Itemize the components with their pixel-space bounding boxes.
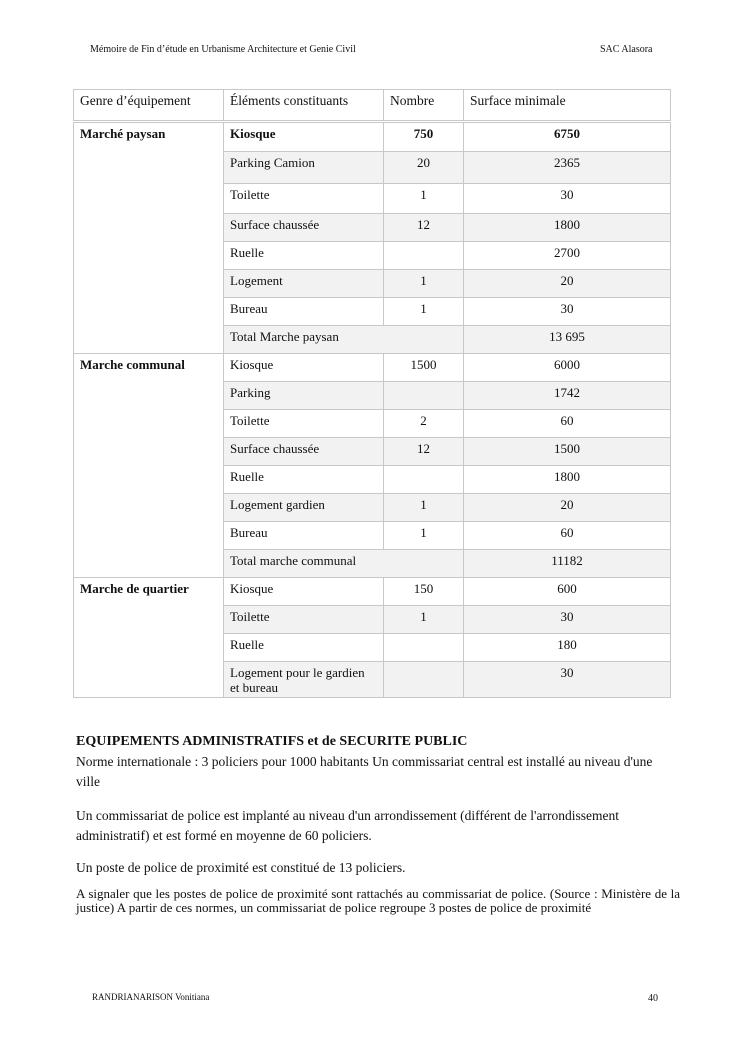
cell-element: Logement gardien: [224, 494, 384, 522]
column-header-elements: Éléments constituants: [224, 90, 384, 122]
cell-element: Kiosque: [224, 578, 384, 606]
cell-nombre: 1: [384, 606, 464, 634]
cell-element: Bureau: [224, 298, 384, 326]
cell-element: Kiosque: [224, 122, 384, 152]
cell-nombre: [384, 382, 464, 410]
footer-author: RANDRIANARISON Vonitiana: [92, 992, 210, 1002]
cell-nombre: 1500: [384, 354, 464, 382]
cell-nombre: 1: [384, 270, 464, 298]
cell-element: Ruelle: [224, 466, 384, 494]
cell-surface: 6750: [464, 122, 671, 152]
column-header-surface: Surface minimale: [464, 90, 671, 122]
equipment-table: [73, 89, 671, 698]
cell-nombre: 1: [384, 298, 464, 326]
cell-surface: 60: [464, 522, 671, 550]
cell-surface: 1800: [464, 466, 671, 494]
cell-nombre: [384, 634, 464, 662]
cell-surface: 1500: [464, 438, 671, 466]
cell-element: Toilette: [224, 410, 384, 438]
cell-surface: 1742: [464, 382, 671, 410]
page-header-title: Mémoire de Fin d’étude en Urbanisme Architecture et Genie Civil: [90, 44, 356, 55]
table-row: [74, 578, 671, 606]
cell-nombre: 1: [384, 494, 464, 522]
column-header-genre: Genre d’équipement: [74, 90, 224, 122]
cell-element: Ruelle: [224, 634, 384, 662]
cell-surface: 30: [464, 662, 671, 698]
cell-element: Logement: [224, 270, 384, 298]
table-header-row: [74, 90, 671, 122]
total-label: Total Marche paysan: [224, 326, 464, 354]
cell-nombre: 1: [384, 184, 464, 214]
cell-nombre: 12: [384, 438, 464, 466]
cell-element: Kiosque: [224, 354, 384, 382]
cell-nombre: [384, 662, 464, 698]
cell-nombre: 1: [384, 522, 464, 550]
cell-surface: 30: [464, 298, 671, 326]
cell-nombre: [384, 466, 464, 494]
cell-nombre: 150: [384, 578, 464, 606]
group-genre-marche-paysan: Marché paysan: [74, 122, 224, 354]
cell-surface: 30: [464, 606, 671, 634]
paragraph-norme: Norme internationale : 3 policiers pour 1000 habitants Un commissariat central est installé au niveau d'une ville: [76, 754, 653, 789]
group-genre-marche-communal: Marche communal: [74, 354, 224, 578]
column-header-nombre: Nombre: [384, 90, 464, 122]
page-header-site: SAC Alasora: [600, 44, 653, 55]
cell-nombre: 750: [384, 122, 464, 152]
page-number: 40: [648, 993, 658, 1004]
table-row: [74, 122, 671, 152]
cell-nombre: 12: [384, 214, 464, 242]
cell-element: Surface chaussée: [224, 438, 384, 466]
paragraph-signaler: A signaler que les postes de police de proximité sont rattachés au commissariat de police. (Source : Ministère de la justice) A partir de ces normes, un commissariat de police regroupe 3 postes de police de proximité: [76, 886, 680, 915]
cell-surface: 2365: [464, 152, 671, 184]
cell-element: Parking Camion: [224, 152, 384, 184]
cell-element: Logement pour le gardien et bureau: [224, 662, 384, 698]
section-title: EQUIPEMENTS ADMINISTRATIFS et de SECURITE PUBLIC: [76, 734, 468, 749]
total-value: 11182: [464, 550, 671, 578]
cell-element: Bureau: [224, 522, 384, 550]
group-genre-marche-de-quartier: Marche de quartier: [74, 578, 224, 698]
cell-surface: 30: [464, 184, 671, 214]
cell-surface: 1800: [464, 214, 671, 242]
cell-surface: 60: [464, 410, 671, 438]
cell-surface: 2700: [464, 242, 671, 270]
cell-element: Parking: [224, 382, 384, 410]
cell-nombre: [384, 242, 464, 270]
cell-nombre: 20: [384, 152, 464, 184]
cell-surface: 20: [464, 270, 671, 298]
cell-element: Ruelle: [224, 242, 384, 270]
cell-surface: 20: [464, 494, 671, 522]
paragraph-poste-proximite: Un poste de police de proximité est constitué de 13 policiers.: [76, 860, 406, 875]
cell-surface: 600: [464, 578, 671, 606]
cell-element: Toilette: [224, 606, 384, 634]
cell-element: Surface chaussée: [224, 214, 384, 242]
paragraph-commissariat: Un commissariat de police est implanté au niveau d'un arrondissement (différent de l'arrondissement administratif) et est formé en moyenne de 60 policiers.: [76, 808, 619, 843]
table-row: [74, 354, 671, 382]
total-label: Total marche communal: [224, 550, 464, 578]
cell-surface: 180: [464, 634, 671, 662]
cell-nombre: 2: [384, 410, 464, 438]
total-value: 13 695: [464, 326, 671, 354]
cell-surface: 6000: [464, 354, 671, 382]
cell-element: Toilette: [224, 184, 384, 214]
